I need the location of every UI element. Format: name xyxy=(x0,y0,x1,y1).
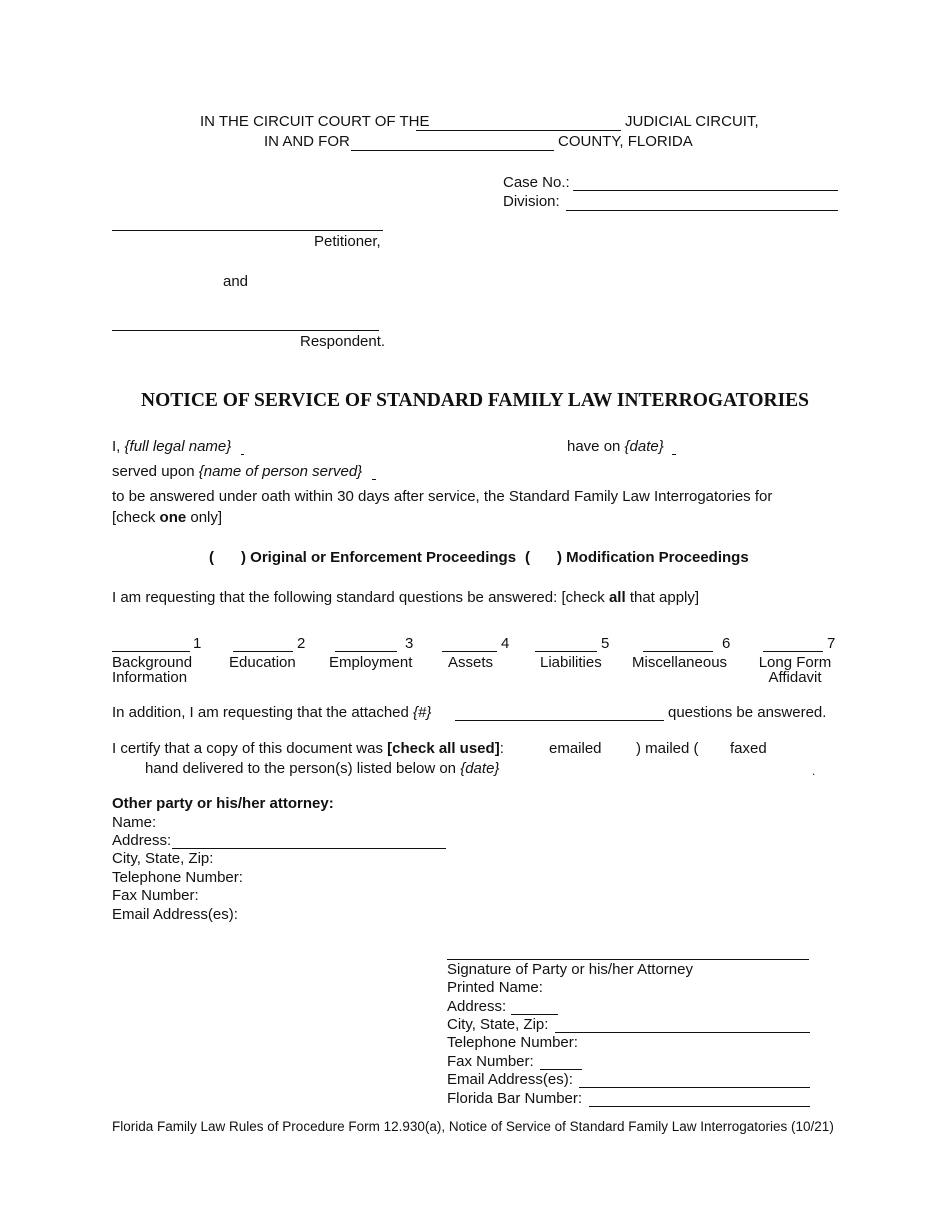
i-label: I, xyxy=(112,438,125,455)
additional-questions-field[interactable] xyxy=(455,720,664,721)
county-prefix: IN AND FOR xyxy=(264,133,350,150)
original-proceedings-checkbox[interactable]: ( xyxy=(209,549,214,566)
certify-text xyxy=(112,740,504,758)
circuit-blank-line[interactable] xyxy=(416,130,621,131)
signature-telephone-label: Telephone Number: xyxy=(447,1034,578,1051)
addition-hash: {#} xyxy=(413,704,432,721)
question-7-checkbox[interactable] xyxy=(763,651,823,652)
faxed-option[interactable]: faxed xyxy=(730,740,767,757)
request-bold: all xyxy=(608,589,626,606)
addition-suffix: questions be answered. xyxy=(668,704,827,721)
other-party-email-label: Email Address(es): xyxy=(112,906,238,923)
other-party-fax-label: Fax Number: xyxy=(112,887,199,904)
question-3-number: 3 xyxy=(405,635,414,652)
respondent-label: Respondent. xyxy=(300,333,386,350)
division-field[interactable] xyxy=(566,210,838,211)
question-5-label: Liabilities xyxy=(540,654,602,671)
respondent-field[interactable] xyxy=(112,330,379,331)
petitioner-label: Petitioner, xyxy=(314,233,381,250)
question-7-number: 7 xyxy=(827,635,836,652)
signature-city-label: City, State, Zip: xyxy=(447,1016,549,1033)
other-party-address-label: Address: xyxy=(112,832,172,849)
emailed-option[interactable]: emailed xyxy=(549,740,602,757)
addition-text xyxy=(112,704,431,722)
other-party-address-field[interactable] xyxy=(172,848,446,849)
question-2-checkbox[interactable] xyxy=(233,651,293,652)
signature-line[interactable] xyxy=(447,959,809,960)
modification-proceedings-checkbox[interactable]: ( xyxy=(525,549,530,566)
full-legal-name-field[interactable] xyxy=(241,454,244,455)
question-3-checkbox[interactable] xyxy=(335,651,397,652)
signature-bar-label: Florida Bar Number: xyxy=(447,1090,583,1107)
form-footer: Florida Family Law Rules of Procedure Form 12.930(a), Notice of Service of Standard Family Law Interrogatories (10/21) xyxy=(112,1119,834,1134)
answered-text: to be answered under oath within 30 days after service, the Standard Family Law Interrogatories for xyxy=(112,488,773,505)
check-bold: one xyxy=(159,509,187,526)
question-6-number: 6 xyxy=(722,635,731,652)
addition-prefix: In addition, I am requesting that the attached xyxy=(112,704,414,721)
court-suffix: JUDICIAL CIRCUIT, xyxy=(625,113,759,130)
signature-address-label: Address: xyxy=(447,998,507,1015)
hand-delivered-date: {date} xyxy=(460,760,500,777)
court-prefix: IN THE CIRCUIT COURT OF THE xyxy=(200,113,430,130)
name-served-field[interactable] xyxy=(372,479,376,480)
other-party-telephone-label: Telephone Number: xyxy=(112,869,243,886)
certify-prefix: I certify that a copy of this document was xyxy=(112,740,388,757)
hand-delivered-text[interactable] xyxy=(145,760,499,778)
certify-period: . xyxy=(812,764,816,778)
case-no-field[interactable] xyxy=(573,190,838,191)
other-party-heading: Other party or his/her attorney: xyxy=(112,795,334,812)
question-5-checkbox[interactable] xyxy=(535,651,597,652)
signature-city-field[interactable] xyxy=(555,1032,810,1033)
served-upon-label: served upon xyxy=(112,463,199,480)
page-title: NOTICE OF SERVICE OF STANDARD FAMILY LAW INTERROGATORIES xyxy=(140,390,810,411)
signature-email-field[interactable] xyxy=(579,1087,810,1088)
question-7-label xyxy=(758,655,832,685)
question-1-label xyxy=(112,655,192,685)
county-suffix: COUNTY, FLORIDA xyxy=(558,133,693,150)
question-4-label: Assets xyxy=(448,654,494,671)
question-2-number: 2 xyxy=(297,635,306,652)
signature-label: Signature of Party or his/her Attorney xyxy=(447,961,693,978)
signature-fax-field[interactable] xyxy=(540,1069,582,1070)
question-6-label: Miscellaneous xyxy=(632,654,728,671)
signature-printed-name-label: Printed Name: xyxy=(447,979,543,996)
signature-email-label: Email Address(es): xyxy=(447,1071,573,1088)
signature-fax-label: Fax Number: xyxy=(447,1053,534,1070)
hand-delivered-label: hand delivered to the person(s) listed below on xyxy=(145,760,461,777)
date-field[interactable] xyxy=(672,454,676,455)
question-1-number: 1 xyxy=(193,635,202,652)
question-7-label-line1: Long Form xyxy=(758,654,832,671)
original-proceedings-label: ) Original or Enforcement Proceedings xyxy=(241,549,517,566)
question-1-checkbox[interactable] xyxy=(112,651,190,652)
petitioner-field[interactable] xyxy=(112,230,383,231)
signature-address-field[interactable] xyxy=(511,1014,558,1015)
question-7-label-line2: Affidavit xyxy=(768,669,822,686)
question-5-number: 5 xyxy=(601,635,610,652)
date-placeholder: {date} xyxy=(624,438,664,455)
other-party-city-label: City, State, Zip: xyxy=(112,850,214,867)
and-label: and xyxy=(223,273,249,290)
served-upon-line xyxy=(112,463,362,481)
signature-bar-field[interactable] xyxy=(589,1106,810,1107)
county-blank-line[interactable] xyxy=(351,150,554,151)
question-3-label: Employment xyxy=(329,654,413,671)
check-prefix: [check xyxy=(112,509,160,526)
question-4-checkbox[interactable] xyxy=(442,651,497,652)
division-label: Division: xyxy=(503,193,560,210)
certify-colon: : xyxy=(499,740,504,757)
request-suffix: that apply] xyxy=(625,589,700,606)
question-6-checkbox[interactable] xyxy=(643,651,713,652)
other-party-name-label: Name: xyxy=(112,814,157,831)
full-legal-name-placeholder: {full legal name} xyxy=(124,438,232,455)
question-2-label: Education xyxy=(229,654,296,671)
modification-proceedings-label: ) Modification Proceedings xyxy=(557,549,749,566)
question-1-label-line2: Information xyxy=(112,669,188,686)
check-suffix: only] xyxy=(186,509,223,526)
have-on-label: have on xyxy=(567,438,625,455)
request-prefix: I am requesting that the following standard questions be answered: [check xyxy=(112,589,609,606)
check-one-text xyxy=(112,509,222,527)
question-4-number: 4 xyxy=(501,635,510,652)
certify-bold: [check all used] xyxy=(387,740,500,757)
full-legal-name-line xyxy=(112,438,231,456)
request-text xyxy=(112,589,699,607)
date-line xyxy=(567,438,664,456)
case-no-label: Case No.: xyxy=(503,174,570,191)
name-served-placeholder: {name of person served} xyxy=(198,463,363,480)
mailed-option[interactable]: ) mailed ( xyxy=(636,740,699,757)
question-1-label-line1: Background xyxy=(112,654,193,671)
